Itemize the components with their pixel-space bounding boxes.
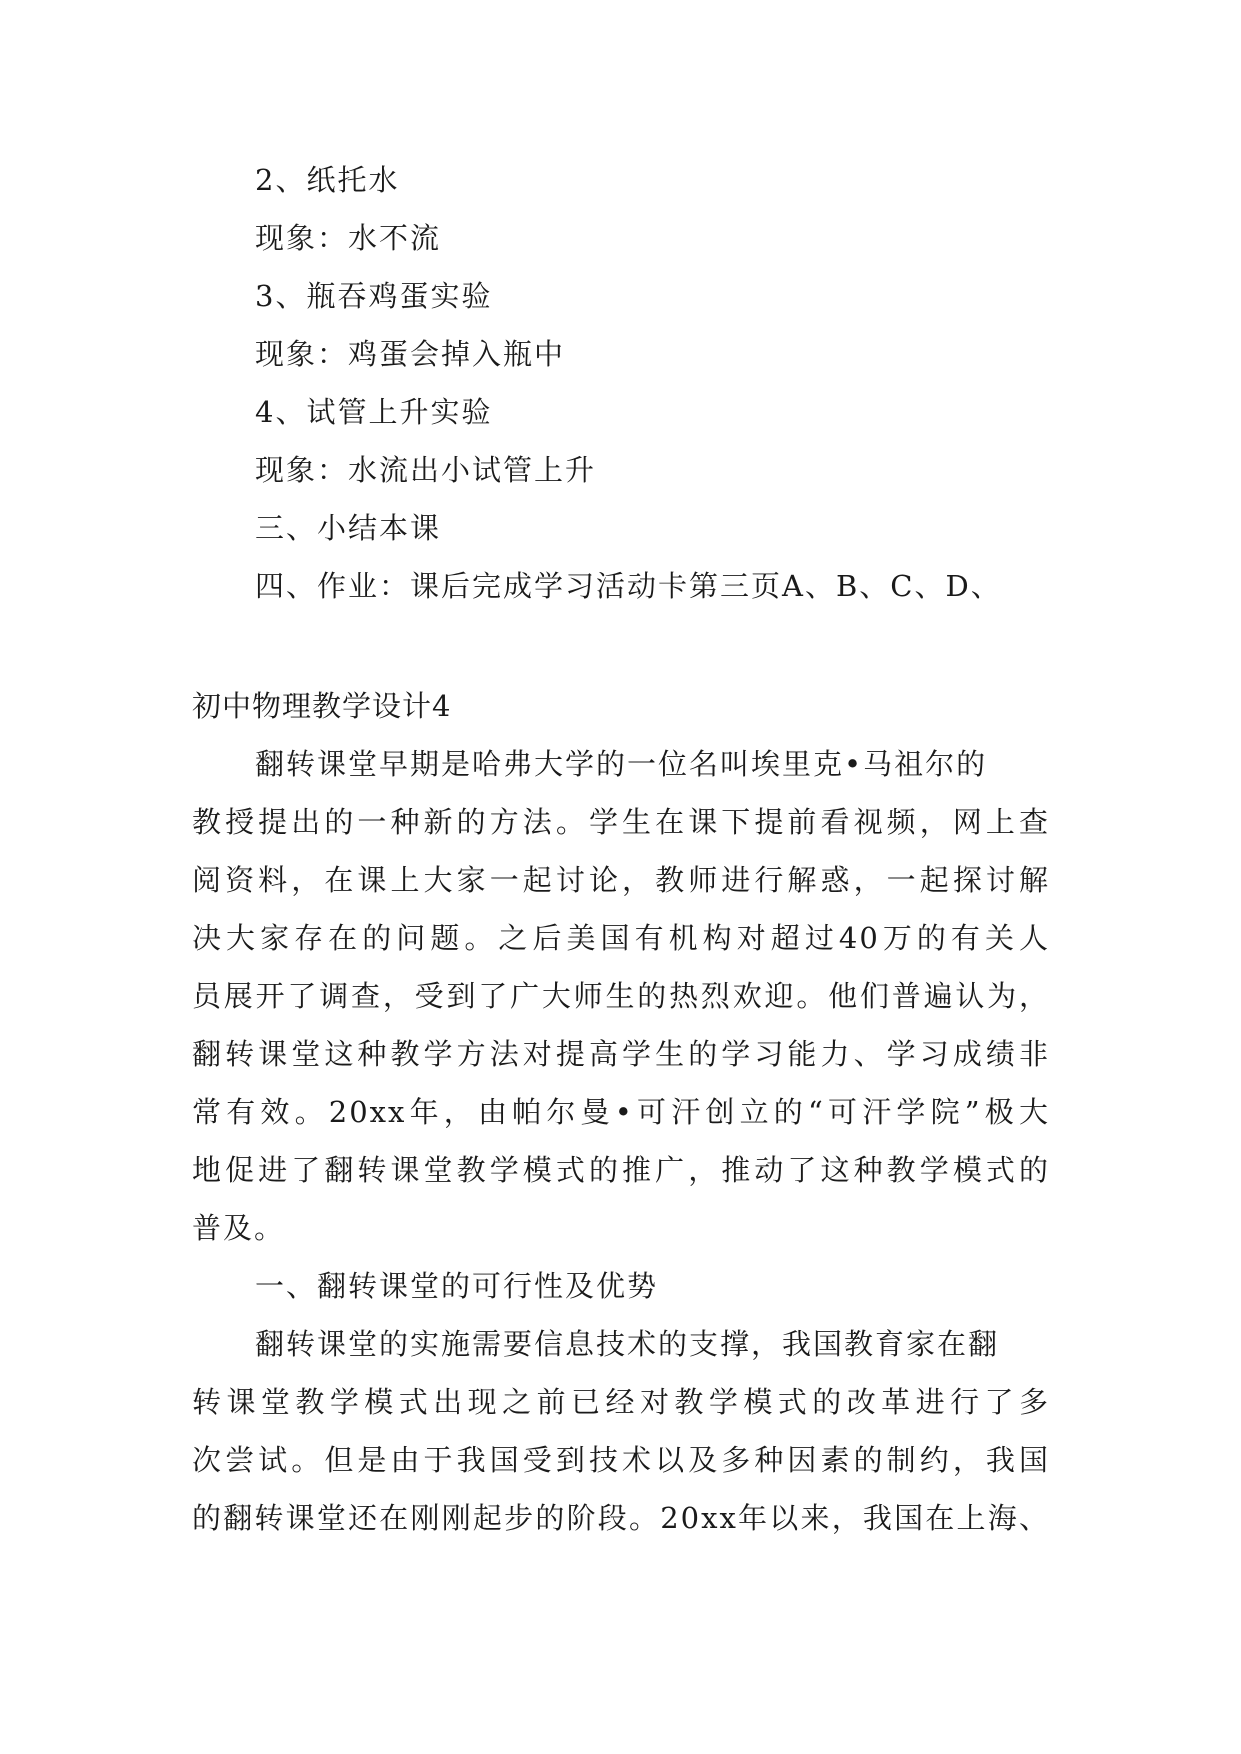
subheading: 一、翻转课堂的可行性及优势 [255, 1269, 659, 1303]
paragraph-line: 地促进了翻转课堂教学模式的推广，推动了这种教学模式的 [192, 1153, 1050, 1187]
paragraph-line: 转课堂教学模式出现之前已经对教学模式的改革进行了多 [192, 1385, 1050, 1419]
paragraph-line: 普及。 [192, 1211, 286, 1245]
list-item-title: 2、纸托水 [255, 163, 400, 197]
list-item-phenomenon: 现象：水不流 [255, 221, 442, 255]
paragraph-line: 常有效。20xx年，由帕尔曼•可汗创立的“可汗学院”极大 [192, 1095, 1050, 1129]
paragraph-line: 翻转课堂的实施需要信息技术的支撑，我国教育家在翻 [255, 1327, 1000, 1361]
list-item-title: 4、试管上升实验 [255, 395, 493, 429]
homework-line: 四、作业：课后完成学习活动卡第三页A、B、C、D、 [255, 569, 1002, 603]
paragraph-line: 次尝试。但是由于我国受到技术以及多种因素的制约，我国 [192, 1443, 1050, 1477]
list-item-phenomenon: 现象：鸡蛋会掉入瓶中 [255, 337, 566, 371]
paragraph-line: 翻转课堂这种教学方法对提高学生的学习能力、学习成绩非 [192, 1037, 1050, 1071]
paragraph-line: 决大家存在的问题。之后美国有机构对超过40万的有关人 [192, 921, 1050, 955]
paragraph-line: 的翻转课堂还在刚刚起步的阶段。20xx年以来，我国在上海、 [192, 1501, 1050, 1535]
paragraph-line: 员展开了调查，受到了广大师生的热烈欢迎。他们普遍认为， [192, 979, 1050, 1013]
list-item-title: 3、瓶吞鸡蛋实验 [255, 279, 493, 313]
summary-line: 三、小结本课 [255, 511, 442, 545]
paragraph-line: 翻转课堂早期是哈弗大学的一位名叫埃里克•马祖尔的 [255, 747, 988, 781]
section-title: 初中物理教学设计4 [192, 689, 452, 723]
list-item-phenomenon: 现象：水流出小试管上升 [255, 453, 597, 487]
paragraph-line: 教授提出的一种新的方法。学生在课下提前看视频，网上查 [192, 805, 1050, 839]
paragraph-line: 阅资料，在课上大家一起讨论，教师进行解惑，一起探讨解 [192, 863, 1050, 897]
